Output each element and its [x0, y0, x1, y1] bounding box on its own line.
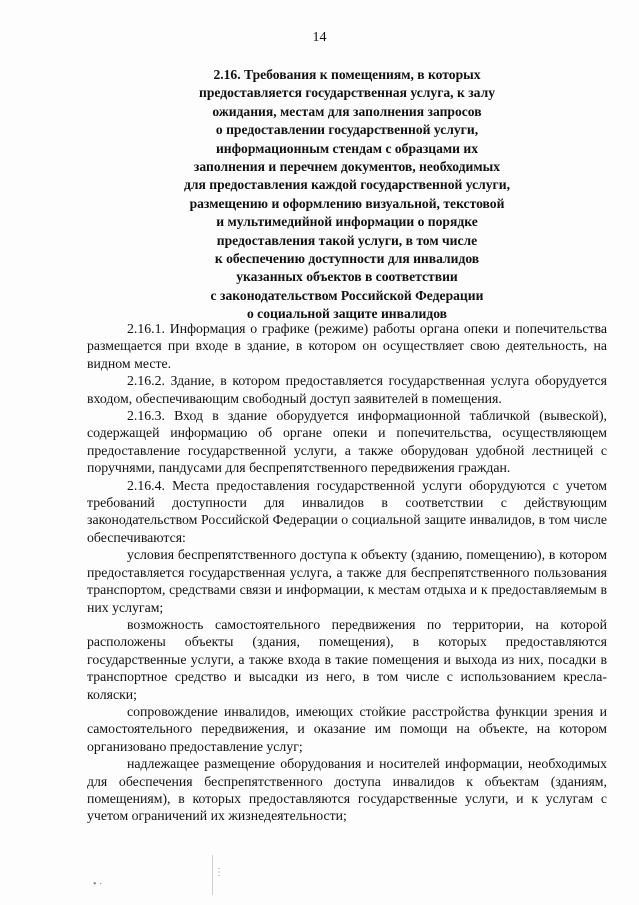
section-title-line: размещению и оформлению визуальной, текстовой — [189, 195, 505, 211]
list-item-access-conditions: условия беспрепятственного доступа к объекту (зданию, помещению), в котором предоставляется государственная услуга, а также для беспрепятственного пользования транспортом, средствами связи и информации, к местам отдыха и к предоставляемым в них услугам; — [87, 547, 607, 615]
scan-artifact-mark: ⋮ — [214, 867, 224, 878]
section-title — [150, 66, 544, 324]
section-title-line: указанных объектов в соответствии — [236, 269, 458, 285]
scan-artifact-mark: • ⋅ — [93, 879, 103, 890]
section-title-line: о предоставлении государственной услуги, — [215, 122, 479, 138]
section-title-line: заполнения и перечнем документов, необходимых — [193, 159, 501, 175]
section-title-line: для предоставления каждой государственной услуги, — [184, 177, 510, 193]
section-title-line: 2.16. Требования к помещениям, в которых — [213, 67, 481, 82]
section-title-line: предоставляется государственная услуга, к залу — [199, 85, 495, 101]
scan-artifact-line — [212, 855, 213, 895]
list-item-equipment-placement: надлежащее размещение оборудования и носителей информации, необходимых для обеспечения беспрепятственного доступа инвалидов к объектам (зданиям, помещениям), в которых предоставляются государственные услуги, и к услугам с учетом ограничений их жизнедеятельности; — [87, 756, 607, 824]
list-item-escort: сопровождение инвалидов, имеющих стойкие расстройства функции зрения и самостоятельного передвижения, и оказание им помощи на объекте, на котором организовано предоставление услуг; — [87, 703, 607, 754]
section-title-line: и мультимедийной информации о порядке — [216, 214, 478, 230]
paragraph-2-16-2: 2.16.2. Здание, в котором предоставляется государственная услуга оборудуется входом, обеспечивающим свободный доступ заявителей в помещения. — [87, 373, 607, 406]
document-body — [87, 320, 607, 825]
section-title-line: с законодательством Российской Федерации — [210, 287, 484, 303]
section-title-line: к обеспечению доступности для инвалидов — [214, 251, 480, 267]
section-title-line: о социальной защите инвалидов — [246, 306, 448, 322]
section-title-line: ожидания, местам для заполнения запросов — [212, 103, 482, 119]
section-title-line: предоставления такой услуги, в том числе — [216, 232, 478, 248]
page-number: 14 — [312, 30, 327, 45]
paragraph-2-16-4: 2.16.4. Места предоставления государственной услуги оборудуются с учетом требований доступности для инвалидов в соответствии с действующим законодательством Российской Федерации о социальной защите инвалидов, в том числе обеспечиваются: — [87, 477, 607, 545]
paragraph-2-16-1: 2.16.1. Информация о графике (режиме) работы органа опеки и попечительства размещается при входе в здание, в котором он осуществляет свою деятельность, на видном месте. — [87, 321, 607, 371]
paragraph-2-16-3: 2.16.3. Вход в здание оборудуется информационной табличкой (вывеской), содержащей информацию об органе опеки и попечительства, осуществляющем предоставление государственной услуги, а также оборудован удобной лестницей с поручнями, пандусами для беспрепятственного передвижения граждан. — [87, 408, 607, 476]
list-item-movement: возможность самостоятельного передвижения по территории, на которой расположены объекты (здания, помещения), в которых предоставляются государственные услуги, а также входа в такие помещения и выхода из них, посадки в транспортное средство и высадки из него, в том числе с использованием кресла-коляски; — [87, 616, 607, 702]
section-title-line: информационным стендам с образцами их — [215, 140, 479, 156]
